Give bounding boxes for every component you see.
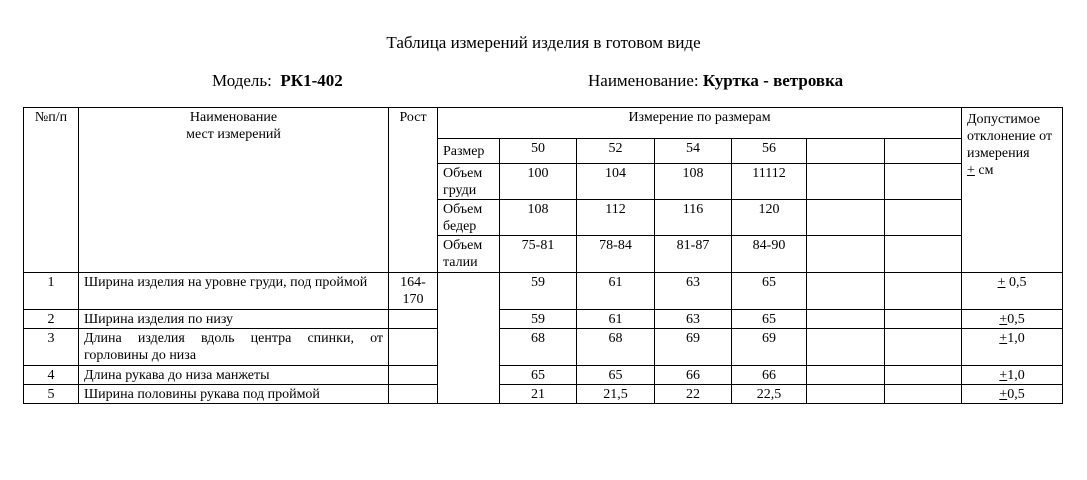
row-value	[807, 310, 885, 329]
row-height: 164-170	[389, 273, 438, 310]
product-name-value: Куртка - ветровка	[702, 71, 844, 90]
header-tolerance-text: Допустимое отклонение от измерения	[967, 112, 1053, 161]
model-line	[212, 71, 343, 91]
row-value: 21	[500, 385, 577, 404]
row-number: 4	[24, 366, 79, 385]
hips-value: 108	[500, 200, 577, 236]
row-value: 63	[655, 310, 732, 329]
row-value: 66	[732, 366, 807, 385]
tolerance-sign: +	[999, 331, 1008, 346]
row-value: 59	[500, 310, 577, 329]
row-value: 65	[577, 366, 655, 385]
row-value	[807, 273, 885, 310]
row-measure-name: Длина изделия вдоль центра спинки, от горловины до низа	[79, 329, 389, 366]
product-name-label: Наименование:	[588, 71, 699, 90]
waist-value	[885, 236, 962, 273]
table-row	[24, 366, 1063, 385]
table-row	[24, 329, 1063, 366]
waist-value: 81-87	[655, 236, 732, 273]
tolerance-value: 1,0	[1007, 368, 1025, 383]
header-height: Рост	[389, 108, 438, 273]
size-value	[807, 139, 885, 164]
table-row	[24, 273, 1063, 310]
waist-value: 78-84	[577, 236, 655, 273]
row-measure-name: Ширина изделия по низу	[79, 310, 389, 329]
row-value: 61	[577, 310, 655, 329]
row-value: 68	[500, 329, 577, 366]
row-value: 59	[500, 273, 577, 310]
row-value	[807, 385, 885, 404]
row-value: 69	[732, 329, 807, 366]
tolerance-sign: +	[997, 275, 1006, 290]
row-value: 65	[732, 310, 807, 329]
tolerance-sign: +	[999, 312, 1008, 327]
row-value	[885, 385, 962, 404]
tolerance-sign: +	[999, 368, 1008, 383]
tolerance-value: 0,5	[1005, 275, 1027, 290]
header-tolerance-unit: см	[974, 163, 994, 178]
row-number: 1	[24, 273, 79, 310]
row-height-empty	[389, 310, 438, 329]
row-value: 61	[577, 273, 655, 310]
header-measure-name-line2: мест измерений	[186, 127, 281, 142]
model-label: Модель:	[212, 71, 272, 90]
measurement-table	[23, 107, 1063, 404]
header-tolerance	[962, 108, 1063, 273]
row-value	[885, 329, 962, 366]
waist-value	[807, 236, 885, 273]
hips-value	[885, 200, 962, 236]
row-tolerance	[962, 385, 1063, 404]
row-value	[807, 329, 885, 366]
chest-value	[807, 164, 885, 200]
chest-value	[885, 164, 962, 200]
hips-value	[807, 200, 885, 236]
product-name-line	[588, 71, 843, 91]
row-measure-name: Ширина изделия на уровне груди, под проймой	[79, 273, 389, 310]
row-value	[807, 366, 885, 385]
row-value: 65	[500, 366, 577, 385]
row-height-empty	[389, 385, 438, 404]
row-number: 2	[24, 310, 79, 329]
waist-row-label: Объем талии	[438, 236, 500, 273]
row-tolerance	[962, 310, 1063, 329]
row-number: 3	[24, 329, 79, 366]
merged-size-label-cell	[438, 273, 500, 404]
document-title: Таблица измерений изделия в готовом виде	[386, 33, 701, 52]
row-tolerance	[962, 273, 1063, 310]
waist-value: 75-81	[500, 236, 577, 273]
size-row-label: Размер	[438, 139, 500, 164]
row-tolerance	[962, 329, 1063, 366]
waist-value: 84-90	[732, 236, 807, 273]
header-number: №п/п	[24, 108, 79, 273]
row-measure-name: Ширина половины рукава под проймой	[79, 385, 389, 404]
row-tolerance	[962, 366, 1063, 385]
tolerance-sign: +	[999, 387, 1008, 402]
hips-value: 112	[577, 200, 655, 236]
row-value: 21,5	[577, 385, 655, 404]
header-sizes: Измерение по размерам	[438, 108, 962, 139]
chest-value: 104	[577, 164, 655, 200]
header-measure-name	[79, 108, 389, 273]
tolerance-value: 1,0	[1007, 331, 1025, 346]
model-value: РК1-402	[280, 71, 343, 90]
row-height-empty	[389, 366, 438, 385]
table-row	[24, 310, 1063, 329]
size-value: 54	[655, 139, 732, 164]
tolerance-value: 0,5	[1007, 312, 1025, 327]
tolerance-value: 0,5	[1007, 387, 1025, 402]
row-value: 63	[655, 273, 732, 310]
size-value: 50	[500, 139, 577, 164]
row-value: 22	[655, 385, 732, 404]
size-value: 52	[577, 139, 655, 164]
row-value	[885, 310, 962, 329]
row-value: 65	[732, 273, 807, 310]
row-value: 22,5	[732, 385, 807, 404]
chest-value: 100	[500, 164, 577, 200]
header-measure-name-line1: Наименование	[189, 110, 278, 125]
hips-value: 116	[655, 200, 732, 236]
size-value	[885, 139, 962, 164]
row-measure-name: Длина рукава до низа манжеты	[79, 366, 389, 385]
row-number: 5	[24, 385, 79, 404]
table-row	[24, 385, 1063, 404]
hips-row-label: Объем бедер	[438, 200, 500, 236]
chest-value: 108	[655, 164, 732, 200]
row-value: 68	[577, 329, 655, 366]
header-tolerance-plusminus: +	[967, 163, 975, 178]
chest-value: 11112	[732, 164, 807, 200]
row-value: 69	[655, 329, 732, 366]
hips-value: 120	[732, 200, 807, 236]
chest-row-label: Объем груди	[438, 164, 500, 200]
row-value: 66	[655, 366, 732, 385]
row-value	[885, 273, 962, 310]
row-height-empty	[389, 329, 438, 366]
row-value	[885, 366, 962, 385]
size-value: 56	[732, 139, 807, 164]
